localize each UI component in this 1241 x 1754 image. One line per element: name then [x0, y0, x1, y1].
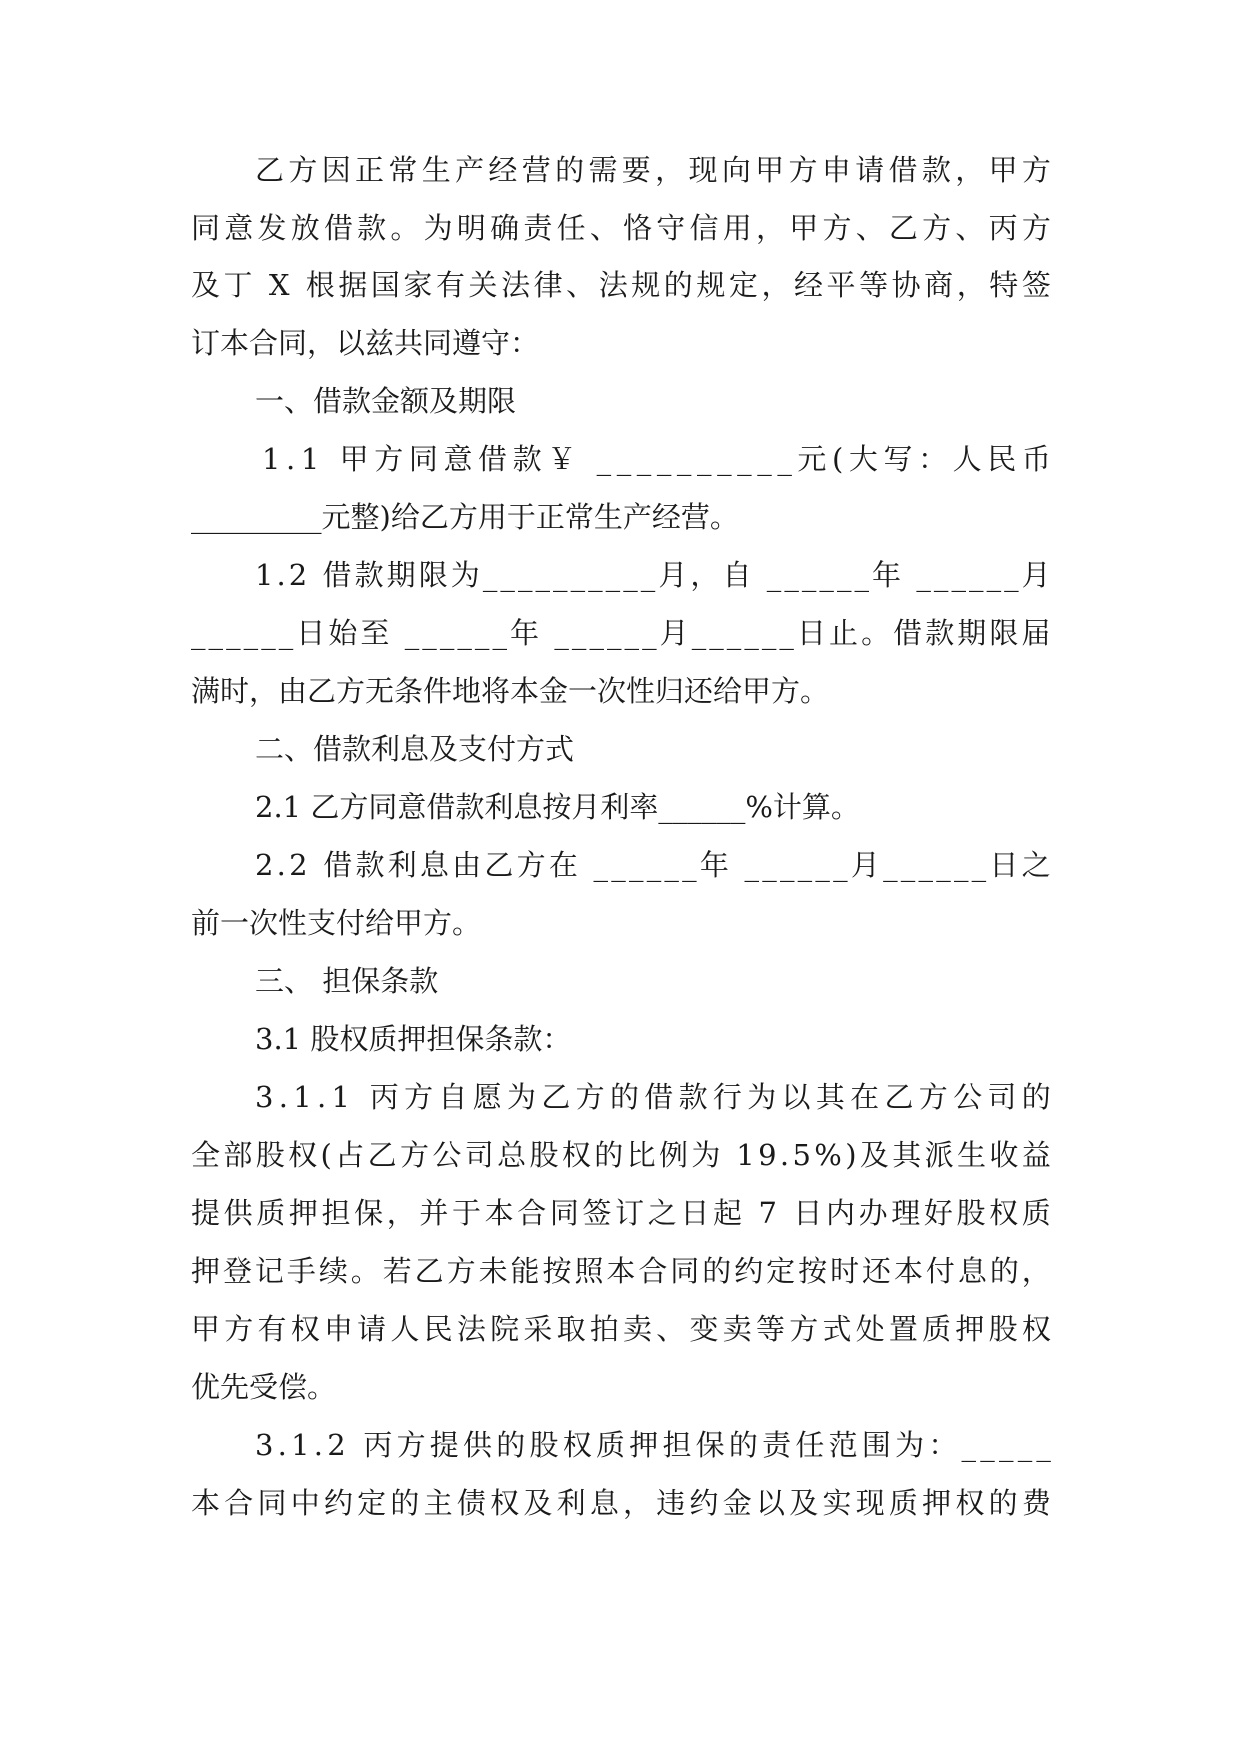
clause-1-1-line-1: 1 . 1 甲 方 同 意 借 款 ￥ _ _ _ _ _ _ _ _ _ _ 元 ( 大 写 ： 人 民 币: [262, 442, 1051, 476]
paragraph-intro-line-2: 同 意 发 放 借 款 。 为 明 确 责 任 、 恪 守 信 用 ， 甲 方 、 乙 方 、 丙 方: [191, 211, 1051, 245]
clause-3-1-1-line-5: 甲 方 有 权 申 请 人 民 法 院 采 取 拍 卖 、 变 卖 等 方 式 处 置 质 押 股 权: [191, 1312, 1051, 1346]
clause-3-1-1-line-1: 3 . 1 . 1 丙 方 自 愿 为 乙 方 的 借 款 行 为 以 其 在 乙 方 公 司 的: [255, 1080, 1051, 1114]
clause-3-1-2-line-2: 本 合 同 中 约 定 的 主 债 权 及 利 息 ， 违 约 金 以 及 实 现 质 押 权 的 费: [191, 1486, 1051, 1520]
paragraph-intro-line-3: 及 丁 X 根 据 国 家 有 关 法 律 、 法 规 的 规 定 ， 经 平 等 协 商 ， 特 签: [191, 268, 1051, 302]
section-heading-1: 一、借款金额及期限: [255, 384, 517, 418]
clause-2-2-line-1: 2 . 2 借 款 利 息 由 乙 方 在 _ _ _ _ _ _ 年 _ _ _ _ _ _ 月 _ _ _ _ _ _ 日 之: [255, 848, 1051, 882]
clause-3-1-1-line-2: 全 部 股 权 ( 占 乙 方 公 司 总 股 权 的 比 例 为 1 9 . 5 % ) 及 其 派 生 收 益: [191, 1138, 1051, 1172]
clause-3-1-1-line-6: 优先受偿。: [191, 1370, 337, 1404]
clause-2-2-line-2: 前一次性支付给甲方。: [191, 906, 482, 940]
clause-1-2-line-1: 1 . 2 借 款 期 限 为 _ _ _ _ _ _ _ _ _ _ 月 ， 自 _ _ _ _ _ _ 年 _ _ _ _ _ _ 月: [255, 558, 1051, 592]
paragraph-intro-line-1: 乙 方 因 正 常 生 产 经 营 的 需 要 ， 现 向 甲 方 申 请 借 款 ， 甲 方: [255, 153, 1051, 187]
clause-2-1: 2.1 乙方同意借款利息按月利率______%计算。: [255, 790, 860, 824]
clause-1-2-line-3: 满时，由乙方无条件地将本金一次性归还给甲方。: [191, 674, 830, 708]
clause-1-2-line-2: _ _ _ _ _ _ 日 始 至 _ _ _ _ _ _ 年 _ _ _ _ _ _ 月 _ _ _ _ _ _ 日 止 。 借 款 期 限 届: [191, 616, 1051, 650]
clause-1-1-line-2: _________元整)给乙方用于正常生产经营。: [191, 500, 739, 534]
paragraph-intro-line-4: 订本合同，以兹共同遵守：: [191, 326, 540, 360]
clause-3-1-2-line-1: 3 . 1 . 2 丙 方 提 供 的 股 权 质 押 担 保 的 责 任 范 围 为 ： _ _ _ _ _: [255, 1428, 1051, 1462]
section-heading-2: 二、借款利息及支付方式: [255, 732, 575, 766]
section-heading-3: 三、 担保条款: [255, 964, 439, 998]
clause-3-1: 3.1 股权质押担保条款：: [255, 1022, 572, 1056]
clause-3-1-1-line-4: 押 登 记 手 续 。 若 乙 方 未 能 按 照 本 合 同 的 约 定 按 时 还 本 付 息 的 ，: [191, 1254, 1051, 1288]
clause-3-1-1-line-3: 提 供 质 押 担 保 ， 并 于 本 合 同 签 订 之 日 起 7 日 内 办 理 好 股 权 质: [191, 1196, 1051, 1230]
